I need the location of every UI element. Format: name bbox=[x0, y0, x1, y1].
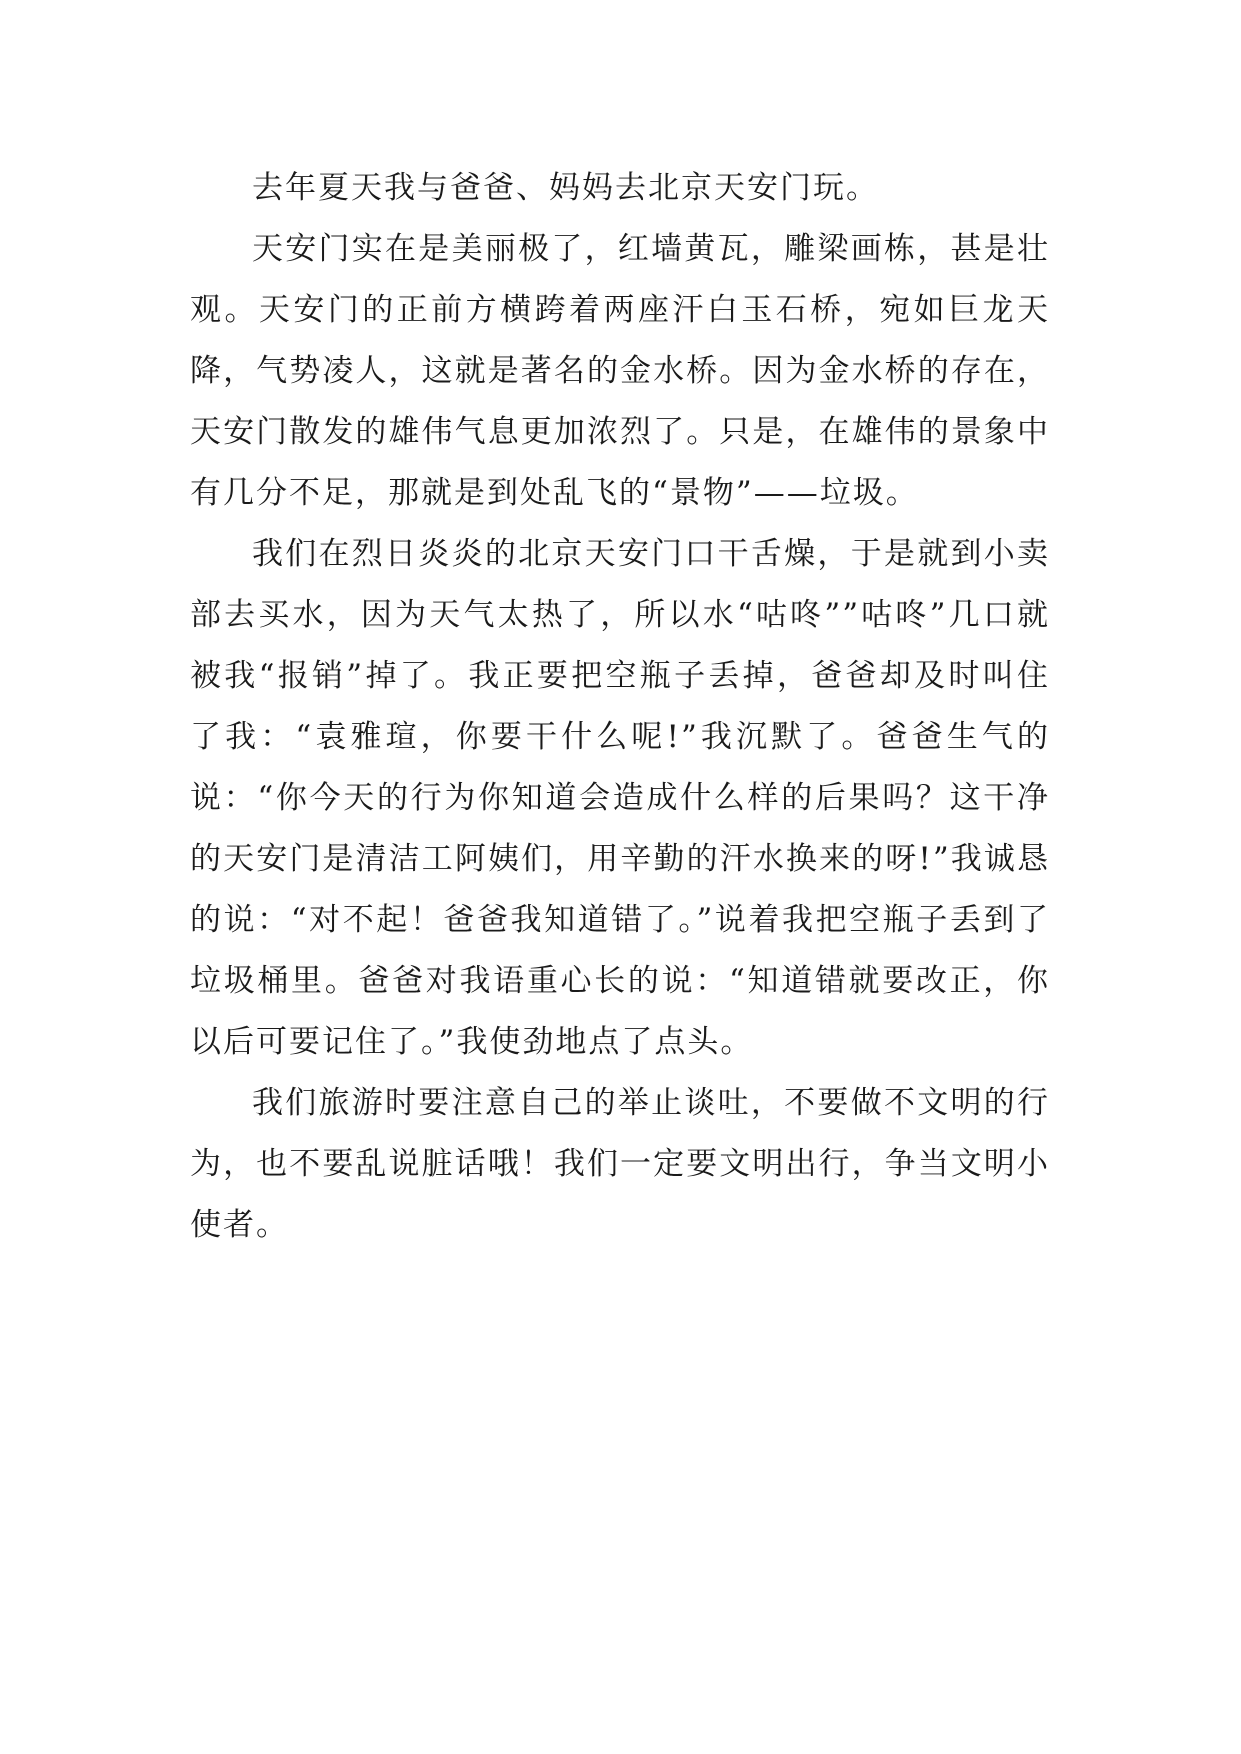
paragraph-conclusion: 我们旅游时要注意自己的举止谈吐，不要做不文明的行为，也不要乱说脏话哦！我们一定要文明出行，争当文明小使者。 bbox=[190, 1085, 1050, 1243]
essay-body bbox=[190, 158, 1050, 1256]
paragraph-bottle-story: 我们在烈日炎炎的北京天安门口干舌燥，于是就到小卖部去买水，因为天气太热了，所以水“咕咚””咕咚”几口就被我“报销”掉了。我正要把空瓶子丢掉，爸爸却及时叫住了我：“袁雅瑄，你要干什么呢!”我沉默了。爸爸生气的说：“你今天的行为你知道会造成什么样的后果吗？这干净的天安门是清洁工阿姨们，用辛勤的汗水换来的呀!”我诚恳的说：“对不起！爸爸我知道错了。”说着我把空瓶子丢到了垃圾桶里。爸爸对我语重心长的说：“知道错就要改正，你以后可要记住了。”我使劲地点了点头。 bbox=[190, 536, 1050, 1060]
paragraph-tiananmen-description: 天安门实在是美丽极了，红墙黄瓦，雕梁画栋，甚是壮观。天安门的正前方横跨着两座汗白玉石桥，宛如巨龙天降，气势凌人，这就是著名的金水桥。因为金水桥的存在，天安门散发的雄伟气息更加浓烈了。只是，在雄伟的景象中有几分不足，那就是到处乱飞的“景物”——垃圾。 bbox=[190, 231, 1050, 511]
paragraph-intro: 去年夏天我与爸爸、妈妈去北京天安门玩。 bbox=[252, 170, 879, 206]
